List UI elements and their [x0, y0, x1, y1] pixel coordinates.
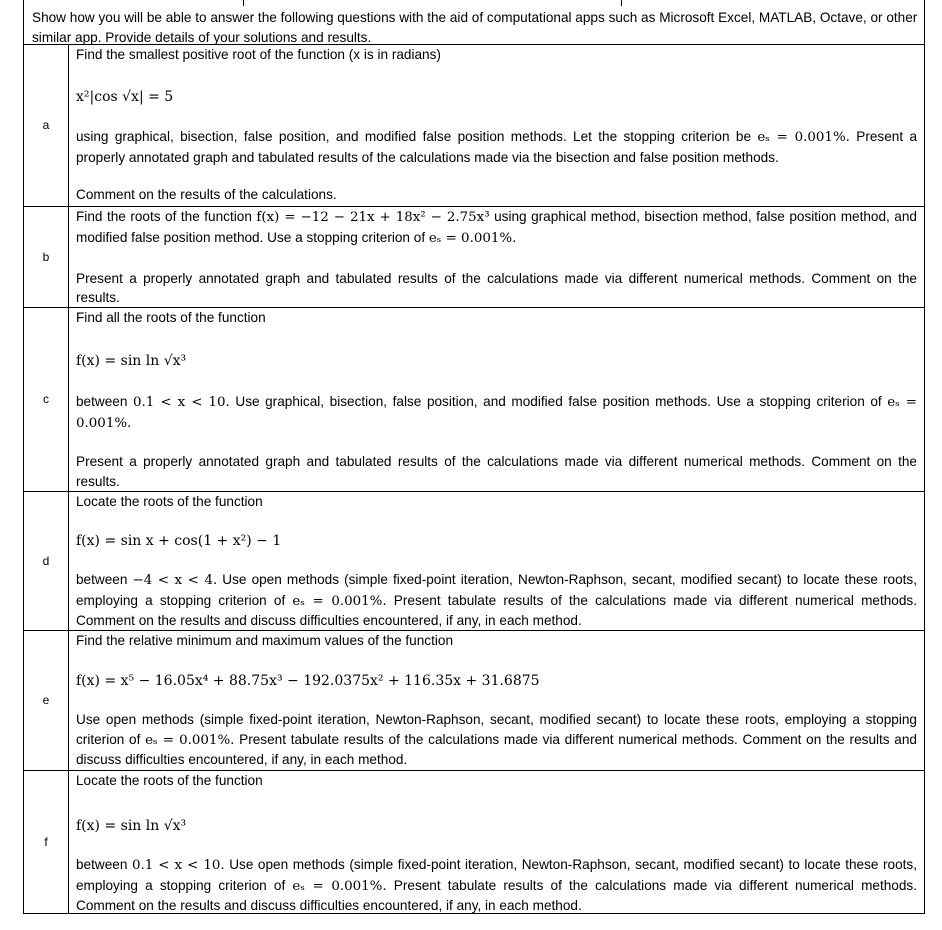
- question-c-intro: Find all the roots of the function: [76, 310, 266, 325]
- question-content-f: [76, 770, 917, 916]
- equation-text: f(x) = sin ln √x³: [76, 817, 187, 834]
- question-a-equation: [76, 87, 917, 107]
- question-e-intro: Find the relative minimum and maximum values of the function: [76, 633, 454, 648]
- question-e-instructions: [76, 710, 917, 770]
- equation-text: f(x) = sin x + cos(1 + x²) − 1: [76, 532, 282, 549]
- question-f-instructions: [76, 855, 917, 916]
- question-label-c: c: [24, 307, 69, 491]
- question-e-equation: [76, 671, 917, 691]
- question-row-b: [24, 206, 924, 308]
- question-d-equation: [76, 531, 917, 551]
- stopping-criterion: eₛ = 0.001%.: [76, 394, 917, 431]
- question-b-comment: Present a properly annotated graph and tabulated results of the calculations made via different numerical methods. Comment on the results.: [76, 270, 917, 306]
- question-a-intro: Find the smallest positive root of the function (x is in radians): [76, 47, 441, 62]
- stopping-criterion: eₛ = 0.001%.: [292, 593, 387, 609]
- question-a-comment: Comment on the results of the calculations.: [76, 187, 337, 203]
- question-f-intro: Locate the roots of the function: [76, 773, 263, 788]
- instruction-text: Use open methods (simple fixed-point iteration, Newton-Raphson, secant, modified secant) to locate these roots, employing a stopping criterion of: [76, 711, 917, 747]
- question-label-e: e: [24, 630, 69, 770]
- instruction-text: Present tabulate results of the calculations made via different numerical methods. Comment on the results and discuss difficulties encountered, if any, in each method.: [76, 877, 917, 914]
- instruction-text: Present tabulate results of the calculations made via different numerical methods. Comment on the results and discuss difficulties encountered, if any, in each method.: [76, 592, 917, 629]
- question-d-instructions: [76, 570, 917, 631]
- question-label-b: b: [24, 206, 69, 307]
- question-content-a: [76, 44, 917, 205]
- instruction-text: between: [76, 393, 133, 409]
- question-label-f: f: [24, 770, 69, 913]
- question-row-e: [24, 630, 924, 771]
- question-a-instructions: [76, 127, 917, 168]
- question-content-b: [76, 206, 917, 308]
- question-row-d: [24, 491, 924, 631]
- stopping-criterion: eₛ = 0.001%.: [757, 129, 850, 145]
- interval: 0.1 < x < 10.: [132, 394, 230, 410]
- instruction-text: between: [76, 856, 132, 872]
- question-c-instructions: [76, 392, 917, 434]
- stopping-criterion: eₛ = 0.001%.: [428, 230, 517, 246]
- question-label-a: a: [24, 44, 69, 206]
- instruction-text: Find the roots of the function: [76, 209, 257, 224]
- stopping-criterion: eₛ = 0.001%.: [292, 878, 387, 894]
- function-expression: f(x) = −12 − 21x + 18x² − 2.75x³: [256, 210, 490, 225]
- equation-text: x²|cos √x| = 5: [76, 88, 174, 105]
- question-c-comment: Present a properly annotated graph and tabulated results of the calculations made via different numerical methods. Comment on the results.: [76, 454, 917, 490]
- equation-text: f(x) = x⁵ − 16.05x⁴ + 88.75x³ − 192.0375x² + 116.35x + 31.6875: [76, 672, 540, 689]
- instructions-header: [24, 0, 924, 45]
- question-content-d: [76, 491, 917, 631]
- question-row-c: [24, 307, 924, 492]
- question-content-c: [76, 307, 917, 492]
- instruction-text: using graphical method, bisection method, false position method, and modified false position method. Use a stopping criterion of: [76, 209, 917, 245]
- instruction-text: Present tabulate results of the calculations made via different numerical methods. Comment on the results and discuss difficulties encountered, if any, in each method.: [76, 731, 917, 768]
- column-divider-stub: [621, 0, 622, 6]
- instruction-text: between: [76, 571, 133, 587]
- question-b-instructions: [76, 207, 917, 249]
- question-row-a: [24, 44, 924, 207]
- instruction-text: Use open methods (simple fixed-point iteration, Newton-Raphson, secant, modified secant) to locate these roots, employing a stopping criterion of: [76, 571, 918, 608]
- column-divider-stub: [243, 0, 244, 6]
- equation-text: f(x) = sin ln √x³: [76, 352, 187, 369]
- instruction-text: Use graphical, bisection, false position, and modified false position methods. Use a stopping criterion of: [229, 393, 888, 409]
- instruction-text: Present a properly annotated graph and tabulated results of the calculations made via the bisection and false position methods.: [76, 128, 918, 165]
- instruction-text: Use open methods (simple fixed-point iteration, Newton-Raphson, secant, modified secant) to locate these roots, employing a stopping criterion of: [76, 856, 918, 893]
- questions-table: [23, 0, 925, 914]
- interval: −4 < x < 4.: [132, 572, 218, 588]
- stopping-criterion: eₛ = 0.001%.: [145, 732, 235, 748]
- question-f-equation: [76, 816, 917, 836]
- question-c-equation: [76, 351, 917, 371]
- interval: 0.1 < x < 10.: [131, 857, 225, 873]
- question-d-intro: Locate the roots of the function: [76, 494, 263, 509]
- question-content-e: [76, 630, 917, 770]
- instruction-text: using graphical, bisection, false position, and modified false position methods. Let the stopping criterion be: [76, 128, 758, 144]
- question-label-d: d: [24, 491, 69, 630]
- question-row-f: [24, 770, 924, 913]
- instructions-text: Show how you will be able to answer the following questions with the aid of computational apps such as Microsoft Excel, MATLAB, Octave, or other similar app. Provide details of your solutions and results.: [32, 10, 918, 45]
